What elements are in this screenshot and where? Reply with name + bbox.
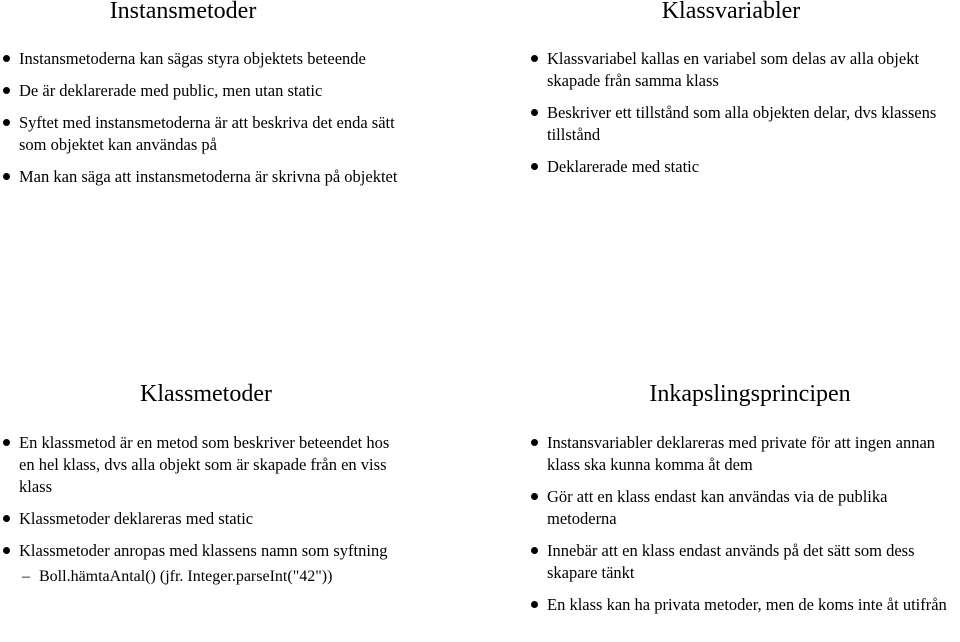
bullet-item: En klass kan ha privata metoder, men de koms inte åt utifrån [528, 594, 960, 616]
slide-title: Klassmetoder [140, 381, 272, 407]
sub-bullet-list [19, 566, 400, 588]
bullet-list [528, 432, 960, 626]
bullet-item: Instansvariabler deklareras med private för att ingen annan klass ska kunna komma åt dem [528, 432, 960, 476]
bullet-item: Klassmetoder deklareras med static [0, 508, 400, 530]
slide-inkapslingsprincipen [480, 321, 960, 642]
slide-title: Inkapslingsprincipen [649, 381, 851, 407]
slide-klassmetoder [0, 321, 480, 642]
dash-marker: – [22, 568, 30, 585]
bullet-list [0, 48, 400, 198]
bullet-item: Deklarerade med static [528, 156, 960, 178]
slide-title: Klassvariabler [661, 0, 801, 24]
bullet-item: Beskriver ett tillstånd som alla objekten delar, dvs klassens tillstånd [528, 102, 960, 146]
slide-title: Instansmetoder [109, 0, 257, 24]
bullet-item: De är deklarerade med public, men utan static [0, 80, 400, 102]
bullet-item [0, 540, 400, 588]
bullet-item: Man kan säga att instansmetoderna är skrivna på objektet [0, 166, 400, 188]
bullet-item: Innebär att en klass endast används på det sätt som dess skapare tänkt [528, 540, 960, 584]
bullet-item: Syftet med instansmetoderna är att beskriva det enda sätt som objektet kan användas på [0, 112, 400, 156]
bullet-list [0, 432, 400, 598]
slide-klassvariabler [480, 0, 960, 321]
bullet-item: Klassvariabel kallas en variabel som delas av alla objekt skapade från samma klass [528, 48, 960, 92]
bullet-item: En klassmetod är en metod som beskriver beteendet hos en hel klass, dvs alla objekt som är skapade från en viss klass [0, 432, 400, 498]
bullet-list [528, 48, 960, 188]
slide-instansmetoder [0, 0, 480, 321]
bullet-text: Klassmetoder anropas med klassens namn som syftning [19, 541, 388, 560]
sub-bullet-item [19, 566, 400, 588]
sub-bullet-text: Boll.hämtaAntal() (jfr. Integer.parseInt("42")) [39, 568, 333, 585]
bullet-item: Instansmetoderna kan sägas styra objektets beteende [0, 48, 400, 70]
bullet-item: Gör att en klass endast kan användas via de publika metoderna [528, 486, 960, 530]
